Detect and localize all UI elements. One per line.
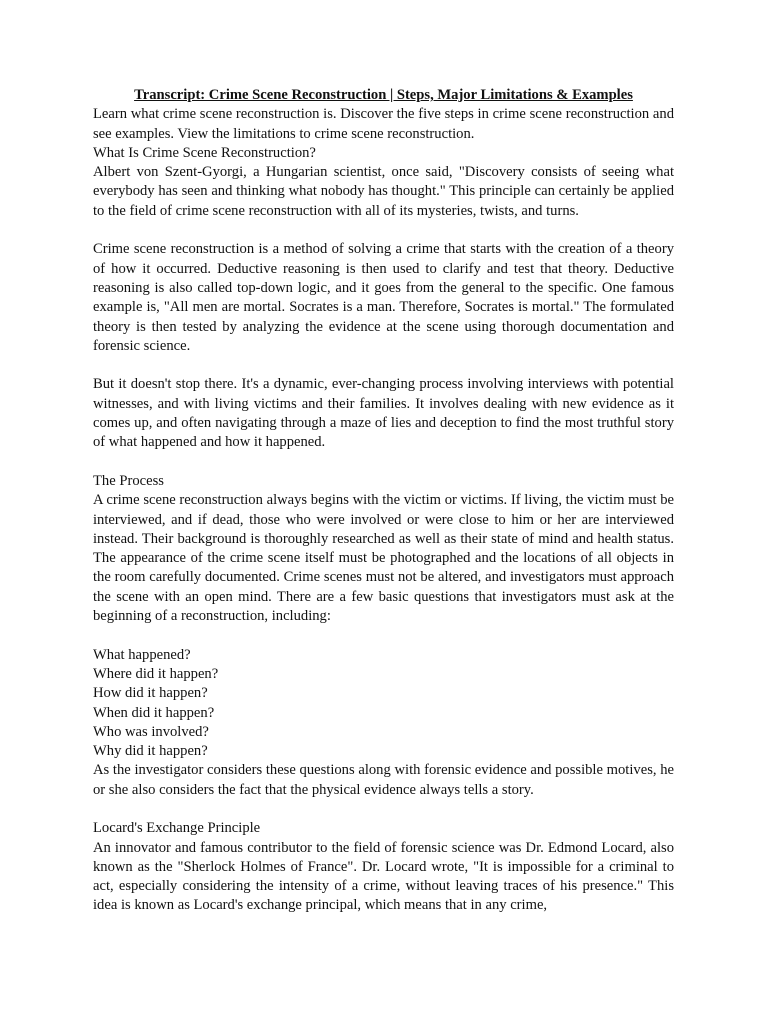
question-item: Who was involved?: [93, 723, 209, 740]
paragraph-deductive-reasoning: Crime scene reconstruction is a method of solving a crime that starts with the creation of a theory of how it occurred. Deductive reasoning is then used to clarify and test that theory. Deductive reasoning is also called top-down logic, and it goes from the general to the specific. One famous example is, "All men are mortal. Socrates is a man. Therefore, Socrates is mortal." The formulated theory is then tested by analyzing the evidence at the scene using thorough documentation and forensic science.: [93, 241, 674, 354]
paragraph-dynamic-process: But it doesn't stop there. It's a dynamic, ever-changing process involving interviews with potential witnesses, and with living victims and their families. It involves dealing with new evidence as it comes up, and often navigating through a maze of lies and deception to find the most truthful story of what happened and how it happened.: [93, 376, 674, 451]
paragraph-szent-gyorgi-quote: Albert von Szent-Gyorgi, a Hungarian scientist, once said, "Discovery consists of seeing what everybody has seen and thinking what nobody has thought." This principle can certainly be applied to the field of crime scene reconstruction with all of its mysteries, twists, and turns.: [93, 164, 674, 219]
paragraph-spacer: [93, 453, 674, 472]
paragraph-process: A crime scene reconstruction always begins with the victim or victims. If living, the victim must be interviewed, and if dead, those who were involved or were close to him or her are interviewed instead. Their background is thoroughly researched as well as their state of mind and health status. The appearance of the crime scene itself must be photographed and the locations of all objects in the room carefully documented. Crime scenes must not be altered, and investigators must approach the scene with an open mind. There are a few basic questions that investigators must ask at the beginning of a reconstruction, including:: [93, 492, 674, 625]
paragraph-spacer: [93, 800, 674, 819]
paragraph-spacer: [93, 356, 674, 375]
question-item: Where did it happen?: [93, 665, 219, 682]
section-heading-locard: Locard's Exchange Principle: [93, 820, 261, 837]
question-item: How did it happen?: [93, 685, 208, 702]
paragraph-spacer: [93, 626, 674, 645]
questions-list: [93, 646, 674, 762]
question-item: When did it happen?: [93, 704, 215, 721]
question-item: Why did it happen?: [93, 743, 208, 760]
paragraph-investigator-considers: As the investigator considers these questions along with forensic evidence and possible motives, he or she also considers the fact that the physical evidence always tells a story.: [93, 762, 674, 798]
paragraph-locard: An innovator and famous contributor to the field of forensic science was Dr. Edmond Locard, also known as the "Sherlock Holmes of France". Dr. Locard wrote, "It is impossible for a criminal to act, especially considering the intensity of a crime, without leaving traces of his presence." This idea is known as Locard's exchange principal, which means that in any crime,: [93, 839, 674, 914]
document-title: Transcript: Crime Scene Reconstruction | Steps, Major Limitations & Examples: [134, 87, 633, 103]
paragraph-spacer: [93, 221, 674, 240]
section-heading-process: The Process: [93, 472, 164, 489]
question-item: What happened?: [93, 646, 191, 663]
section-heading-what-is: What Is Crime Scene Reconstruction?: [93, 144, 316, 161]
intro-paragraph: Learn what crime scene reconstruction is. Discover the five steps in crime scene reconstruction and see examples. View the limitations to crime scene reconstruction.: [93, 106, 674, 142]
document-page: [93, 86, 674, 916]
